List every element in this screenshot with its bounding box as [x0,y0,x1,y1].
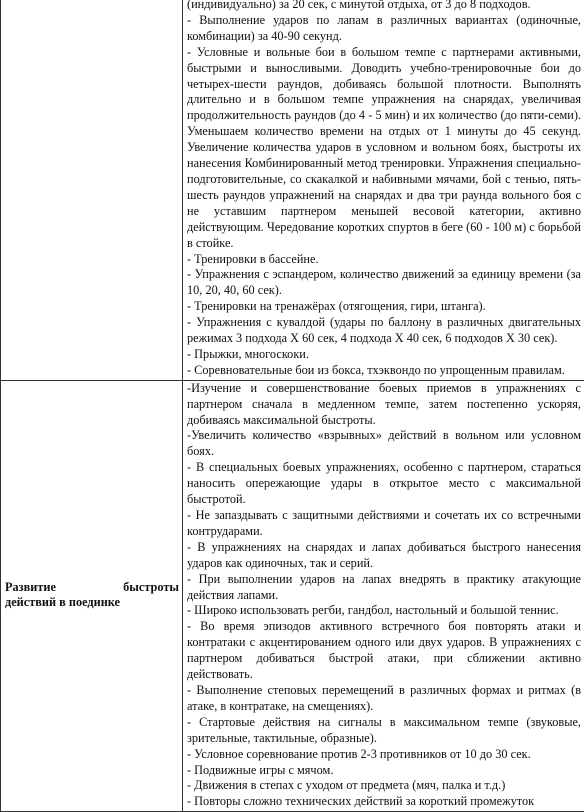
list-item: - При выполнении ударов на лапах внедрять в практику атакующие действия лапами. [187,572,581,604]
table-row [1,380,584,811]
table-row [1,0,584,380]
section-label-cell [1,0,183,380]
list-item: - Условные и вольные бои в большом темпе с партнерами активными, быстрыми и выносливыми. Доводить учебно-тренировочные бои до четырех-шести раундов, добиваясь большой плотности. Выполнять длительно и в большом темпе упражнения на снарядах, увеличивая продолжительность раундов (до 4 - 5 мин) и их количество (до пяти-семи). Уменьшаем количество времени на отдых от 1 минуты до 45 секунд. Увеличение количества ударов в условном и вольном боях, быстроты их нанесения Комбинированный метод тренировки. Упражнения специально-подготовительные, со скакалкой и набивными мячами, бой с тенью, пять-шесть раундов упражнений на снарядах и два три раунда вольного боя с не уставшим партнером меньшей весовой категории, активно действующим. Чередование коротких спуртов в беге (60 - 100 м) с борьбой в стойке. [187,45,581,252]
list-item: - Упражнения с кувалдой (удары по баллону в различных двигательных режимах 3 подхода Х 60 сек, 4 подхода Х 40 сек, 6 подходов Х 30 сек). [187,315,581,347]
list-item: - В упражнениях на снарядах и лапах добиваться быстрого нанесения ударов как одиночных, так и серий. [187,540,581,572]
list-item: - Прыжки, многоскоки. [187,347,581,363]
list-item: - Во время эпизодов активного встречного боя повторять атаки и контратаки с акцентированием одного или двух ударов. В упражнениях с партнером добиваться быстрой атаки, при сближении активно действовать. [187,619,581,683]
list-item: - Тренировки на тренажёрах (отягощения, гири, штанга). [187,299,581,315]
list-item: - Не запаздывать с защитными действиями и сочетать их со встречными контрударами. [187,508,581,540]
list-item: - Выполнение степовых перемещений в различных формах и ритмах (в атаке, в контратаке, на смещениях). [187,683,581,715]
list-item: - Широко использовать регби, гандбол, настольный и большой теннис. [187,603,581,619]
list-item: -Изучение и совершенствование боевых приемов в упражнениях с партнером сначала в медленном темпе, затем постепенно ускоряя, добиваясь максимальной быстроты. [187,381,581,429]
list-item: - Движения в степах с уходом от предмета (мяч, палка и т.д.) [187,778,581,794]
section-label: Развитие быстроты действий в поединке [5,580,179,612]
content-cell [183,380,584,811]
list-item: - В специальных боевых упражнениях, особенно с партнером, стараться наносить опережающие удары в открытое место с максимальной быстротой. [187,460,581,508]
list-item: - Упражнения с эспандером, количество движений за единицу времени (за 10, 20, 40, 60 сек). [187,267,581,299]
list-item: - Тренировки в бассейне. [187,252,581,268]
list-item: (индивидуально) за 20 сек, с минутой отдыха, от 3 до 8 подходов. [187,0,581,13]
list-item: - Условное соревнование против 2-3 противников от 10 до 30 сек. [187,747,581,763]
content-cell [183,0,584,380]
list-item: - Повторы сложно технических действий за короткий промежуток [187,794,581,810]
list-item: - Выполнение ударов по лапам в различных вариантах (одиночные, комбинации) за 40-90 секунд. [187,13,581,45]
section-label-cell [1,380,183,811]
list-item: - Соревновательные бои из бокса, тхэквондо по упрощенным правилам. [187,363,581,379]
list-item: - Подвижные игры с мячом. [187,763,581,779]
list-item: - Стартовые действия на сигналы в максимальном темпе (звуковые, зрительные, тактильные, образные). [187,715,581,747]
list-item: -Увеличить количество «взрывных» действий в вольном или условном боях. [187,428,581,460]
